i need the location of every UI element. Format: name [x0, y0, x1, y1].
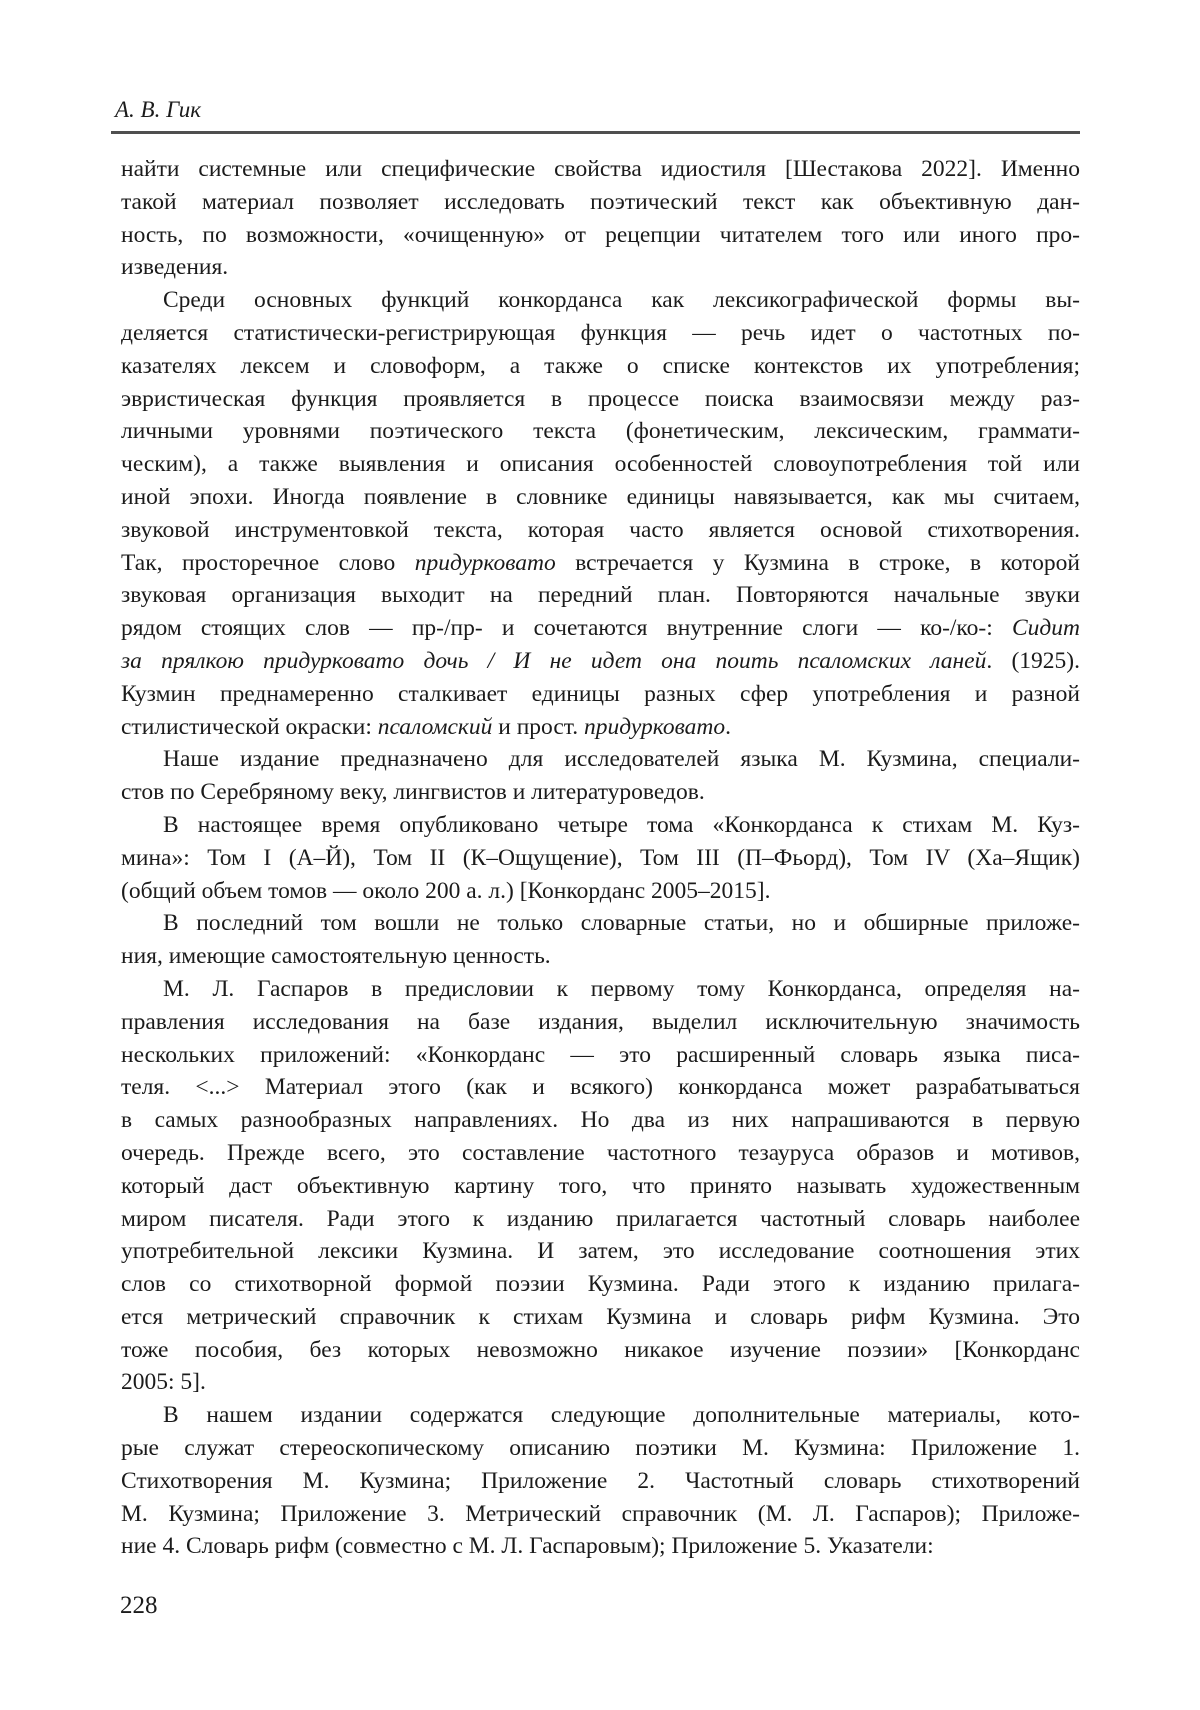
text-line: [121, 579, 1080, 612]
text-segment: Стихотворения М. Кузмина; Приложение 2. Частотный словарь стихотворений: [121, 1467, 1080, 1494]
text-line: [121, 776, 1080, 809]
text-segment: встречается у Кузмина в строке, в которой: [555, 549, 1080, 576]
text-segment: стилистической окраски:: [121, 713, 378, 740]
body-text: [121, 153, 1080, 1563]
text-line: [121, 1530, 1080, 1563]
italic-text-segment: Сидит: [1011, 615, 1080, 642]
text-line: [121, 1268, 1080, 1301]
header-rule: [111, 131, 1080, 134]
text-line: [121, 1301, 1080, 1334]
text-segment: Наше издание предназначено для исследователей языка М. Кузмина, специали-: [163, 746, 1080, 773]
italic-text-segment: за прялкою придурковато дочь / И не идет она поить псаломских ланей: [121, 647, 987, 674]
text-line: [121, 1137, 1080, 1170]
italic-text-segment: псаломский: [377, 713, 493, 740]
text-segment: и прост.: [492, 713, 585, 740]
text-segment: найти системные или специфические свойства идиостиля [Шестакова 2022]. Именно: [121, 156, 1080, 182]
paragraph: [121, 284, 1080, 743]
text-segment: звуковой инструментовкой текста, которая часто является основой стихотворения.: [121, 516, 1080, 543]
text-segment: очередь. Прежде всего, это составление частотного тезауруса образов и мотивов,: [121, 1139, 1080, 1166]
text-line: [121, 907, 1080, 940]
text-line: [121, 678, 1080, 711]
text-line: [121, 1498, 1080, 1531]
text-line: [121, 1366, 1080, 1399]
paragraph: [121, 1399, 1080, 1563]
text-line: [121, 1334, 1080, 1367]
italic-text-segment: придурковато: [584, 713, 726, 740]
text-segment: М. Кузмина; Приложение 3. Метрический справочник (М. Л. Гаспаров); Приложе-: [121, 1500, 1080, 1527]
text-line: [121, 973, 1080, 1006]
paragraph: [121, 153, 1080, 284]
text-segment: М. Л. Гаспаров в предисловии к первому тому Конкорданса, определяя на-: [163, 975, 1080, 1002]
text-line: [121, 1170, 1080, 1203]
text-segment: казателях лексем и словоформ, а также о списке контекстов их употребления;: [121, 352, 1080, 379]
text-line: [121, 186, 1080, 219]
text-line: [121, 1235, 1080, 1268]
text-line: [121, 711, 1080, 744]
text-line: [121, 940, 1080, 973]
text-line: [121, 1432, 1080, 1465]
text-line: [121, 1006, 1080, 1039]
text-segment: нескольких приложений: «Конкорданс — это расширенный словарь языка писа-: [121, 1041, 1080, 1068]
text-line: [121, 842, 1080, 875]
text-segment: слов со стихотворной формой поэзии Кузмина. Ради этого к изданию прилага-: [121, 1271, 1080, 1298]
text-segment: в самых разнообразных направлениях. Но два из них напрашиваются в первую: [121, 1107, 1080, 1134]
paragraph: [121, 973, 1080, 1399]
text-line: [121, 645, 1080, 678]
italic-text-segment: придурковато: [414, 549, 556, 576]
text-line: [121, 448, 1080, 481]
text-segment: изведения.: [121, 254, 229, 281]
text-line: [121, 547, 1080, 580]
text-segment: .: [725, 713, 731, 740]
paragraph: [121, 809, 1080, 907]
text-segment: иной эпохи. Иногда появление в словнике единицы навязывается, как мы считаем,: [121, 483, 1080, 510]
text-segment: такой материал позволяет исследовать поэтический текст как объективную дан-: [121, 188, 1080, 215]
text-segment: тоже пособия, без которых невозможно никакое изучение поэзии» [Конкорданс: [121, 1336, 1080, 1363]
text-segment: ние 4. Словарь рифм (совместно с М. Л. Гаспаровым); Приложение 5. Указатели:: [121, 1533, 934, 1560]
paragraph: [121, 743, 1080, 809]
text-segment: стов по Серебряному веку, лингвистов и литературоведов.: [121, 779, 705, 806]
text-line: [121, 153, 1080, 186]
text-segment: . (1925).: [986, 647, 1080, 674]
text-line: [121, 875, 1080, 908]
text-line: [121, 219, 1080, 252]
text-segment: (общий объем томов — около 200 а. л.) [Конкорданс 2005–2015].: [121, 877, 771, 904]
text-segment: ния, имеющие самостоятельную ценность.: [121, 943, 551, 970]
text-line: [121, 481, 1080, 514]
text-segment: личными уровнями поэтического текста (фонетическим, лексическим, граммати-: [121, 418, 1080, 445]
text-segment: Среди основных функций конкорданса как лексикографической формы вы-: [163, 287, 1080, 314]
text-segment: миром писателя. Ради этого к изданию прилагается частотный словарь наиболее: [121, 1205, 1080, 1232]
text-line: [121, 251, 1080, 284]
text-segment: рядом стоящих слов — пр-/пр- и сочетаются внутренние слоги — ко-/ко-:: [121, 615, 1012, 642]
text-line: [121, 284, 1080, 317]
text-segment: 2005: 5].: [121, 1369, 206, 1396]
text-segment: ется метрический справочник к стихам Кузмина и словарь рифм Кузмина. Это: [121, 1303, 1080, 1330]
running-head: А. В. Гик: [115, 97, 202, 122]
text-line: [121, 743, 1080, 776]
text-segment: деляется статистически-регистрирующая функция — речь идет о частотных по-: [121, 319, 1080, 346]
text-segment: В последний том вошли не только словарные статьи, но и обширные приложе-: [163, 910, 1080, 937]
text-segment: теля. <...> Материал этого (как и всякого) конкорданса может разрабатываться: [121, 1074, 1080, 1101]
paragraph: [121, 907, 1080, 973]
text-segment: употребительной лексики Кузмина. И затем, это исследование соотношения этих: [121, 1238, 1080, 1265]
text-line: [121, 317, 1080, 350]
text-line: [121, 1104, 1080, 1137]
text-segment: правления исследования на базе издания, выделил исключительную значимость: [121, 1008, 1080, 1035]
text-segment: Так, просторечное слово: [121, 549, 415, 576]
text-line: [121, 612, 1080, 645]
text-line: [121, 809, 1080, 842]
text-segment: ность, по возможности, «очищенную» от рецепции читателем того или иного про-: [121, 221, 1080, 248]
text-line: [121, 1399, 1080, 1432]
text-line: [121, 383, 1080, 416]
text-segment: мина»: Том I (А–Й), Том II (К–Ощущение), Том III (П–Фьорд), Том IV (Ха–Ящик): [121, 844, 1080, 871]
text-line: [121, 1071, 1080, 1104]
text-segment: рые служат стереоскопическому описанию поэтики М. Кузмина: Приложение 1.: [121, 1435, 1080, 1462]
text-segment: эвристическая функция проявляется в процессе поиска взаимосвязи между раз-: [121, 385, 1080, 412]
text-line: [121, 1465, 1080, 1498]
text-segment: Кузмин преднамеренно сталкивает единицы разных сфер употребления и разной: [121, 680, 1080, 707]
text-segment: В настоящее время опубликовано четыре тома «Конкорданса к стихам М. Куз-: [163, 811, 1080, 838]
text-line: [121, 514, 1080, 547]
text-segment: звуковая организация выходит на передний план. Повторяются начальные звуки: [121, 582, 1080, 609]
text-line: [121, 415, 1080, 448]
text-line: [121, 350, 1080, 383]
text-line: [121, 1039, 1080, 1072]
text-segment: который даст объективную картину того, что принято называть художественным: [121, 1172, 1080, 1199]
text-line: [121, 1203, 1080, 1236]
text-segment: В нашем издании содержатся следующие дополнительные материалы, кото-: [163, 1402, 1080, 1429]
text-segment: ческим), а также выявления и описания особенностей словоупотребления той или: [121, 451, 1080, 478]
page-number: 228: [120, 1592, 158, 1619]
